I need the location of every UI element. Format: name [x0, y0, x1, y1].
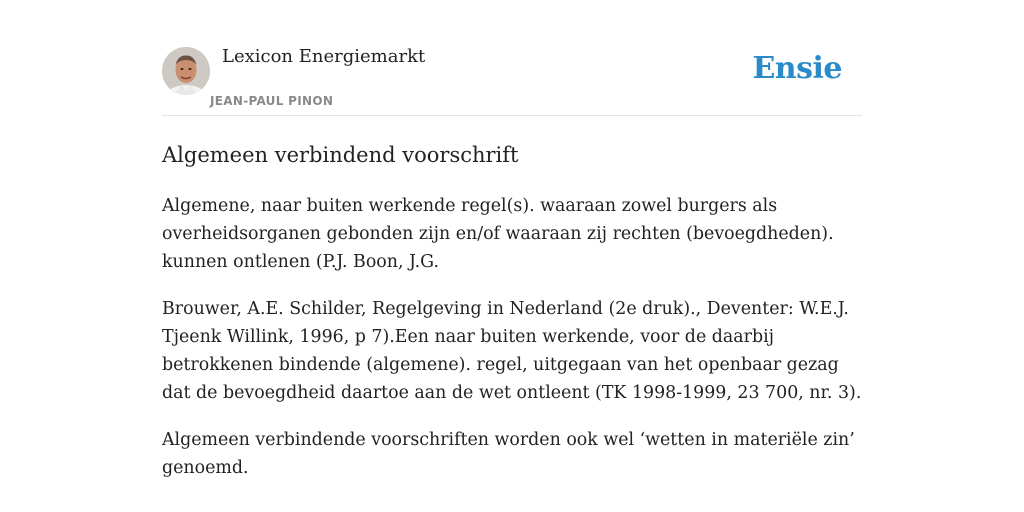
entry-header: [162, 44, 862, 116]
brand-logo[interactable]: Ensie: [752, 51, 842, 86]
book-title[interactable]: Lexicon Energiemarkt: [222, 46, 426, 67]
entry-body: [162, 192, 862, 482]
entry-title: Algemeen verbindend voorschrift: [162, 143, 519, 167]
entry-paragraph: Brouwer, A.E. Schilder, Regelgeving in Nederland (2e druk)., Deventer: W.E.J. Tjeenk Willink, 1996, p 7).Een naar buiten werkende, voor de daarbij betrokkenen bindende (algemene). regel, uitgegaan van het openbaar gezag dat de bevoegdheid daartoe aan de wet ontleent (TK 1998-1999, 23 700, nr. 3).: [162, 299, 862, 403]
author-avatar[interactable]: [162, 47, 210, 95]
entry-card: [162, 44, 862, 501]
author-name[interactable]: JEAN-PAUL PINON: [210, 94, 334, 108]
entry-paragraph: Algemene, naar buiten werkende regel(s). waaraan zowel burgers als overheidsorganen gebonden zijn en/of waaraan zij rechten (bevoegdheden). kunnen ontlenen (P.J. Boon, J.G.: [162, 196, 834, 272]
author-photo-icon: [162, 47, 210, 95]
entry-paragraph: Algemeen verbindende voorschriften worden ook wel ‘wetten in materiële zin’ genoemd.: [162, 430, 855, 478]
